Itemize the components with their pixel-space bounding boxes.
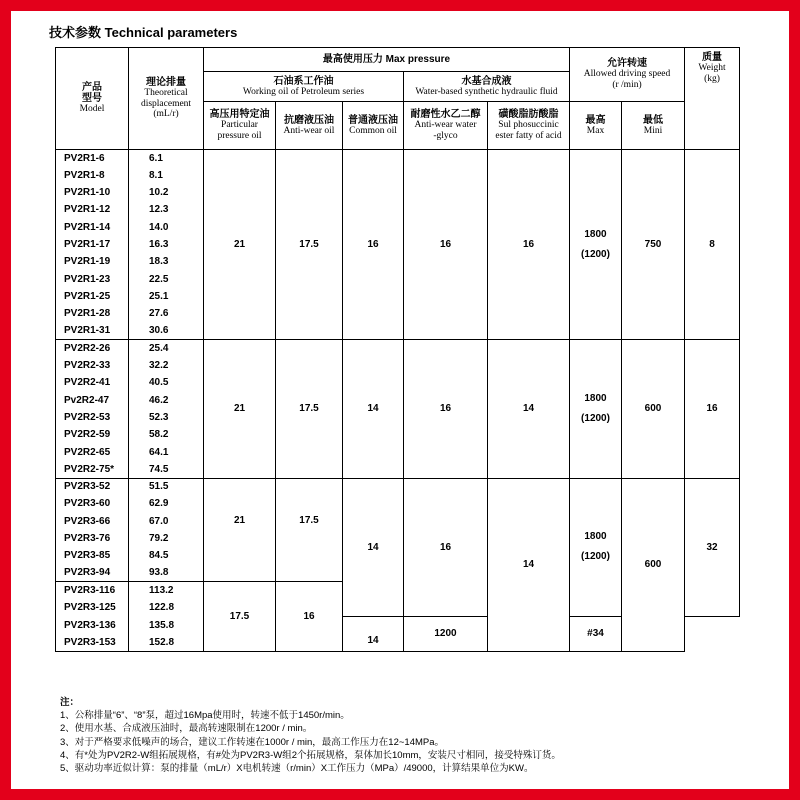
model-cell: PV2R2-41 xyxy=(56,374,129,391)
r3-common-oil: 14 xyxy=(343,478,404,616)
model-cell: PV2R1-12 xyxy=(56,201,129,218)
notes xyxy=(60,696,561,775)
displacement-cell: 30.6 xyxy=(129,322,204,339)
r2-speed-max xyxy=(570,340,622,478)
displacement-cell: 93.8 xyxy=(129,565,204,582)
displacement-cell: 32.2 xyxy=(129,357,204,374)
displacement-cell: 51.5 xyxy=(129,478,204,495)
speed-max-value-line: (1200) xyxy=(581,412,610,424)
r1-glyco: 16 xyxy=(404,150,488,340)
displacement-cell: 64.1 xyxy=(129,444,204,461)
r3-antiwear-oil-b: 16 xyxy=(276,582,343,651)
note-line: 5、驱动功率近似计算：泵的排量（mL/r）X电机转速（r/min）X工作压力（MPa）/49000，计算结果单位为KW。 xyxy=(60,763,534,775)
displacement-cell: 18.3 xyxy=(129,253,204,270)
displacement-cell: 25.1 xyxy=(129,288,204,305)
displacement-cell: 16.3 xyxy=(129,236,204,253)
table-row xyxy=(56,478,740,495)
r3-glyco-a: 16 xyxy=(404,478,488,616)
displacement-cell: 27.6 xyxy=(129,305,204,322)
header-antiwear-oil: 抗磨液压油 Anti-wear oil xyxy=(276,102,343,150)
displacement-cell: 122.8 xyxy=(129,599,204,616)
r2-speed-min: 600 xyxy=(622,340,685,478)
displacement-cell: 113.2 xyxy=(129,582,204,599)
displacement-cell: 6.1 xyxy=(129,150,204,167)
note-line: 4、有*处为PV2R2-W组拓展规格，有#处为PV2R3-W组2个拓展规格，泵体加长10mm，安装尺寸相同，接受特殊订货。 xyxy=(60,749,561,761)
r3-weight-a: 32 xyxy=(685,478,740,616)
r1-special-oil: 21 xyxy=(204,150,276,340)
header-model: 产品 型号 Model xyxy=(56,48,129,150)
r2-glyco: 16 xyxy=(404,340,488,478)
model-cell: Pv2R2-47 xyxy=(56,392,129,409)
note-line: 1、公称排量“6”、“8”泵，超过16Mpa使用时，转速不低于1450r/min。 xyxy=(60,710,350,722)
r2-weight: 16 xyxy=(685,340,740,478)
model-cell: PV2R3-76 xyxy=(56,530,129,547)
speed-max-value-line: (1200) xyxy=(581,248,610,260)
model-cell: PV2R2-26 xyxy=(56,340,129,357)
r3-glyco-b: 14 xyxy=(343,617,404,652)
displacement-cell: 67.0 xyxy=(129,513,204,530)
displacement-cell: 12.3 xyxy=(129,201,204,218)
r1-antiwear-oil: 17.5 xyxy=(276,150,343,340)
model-cell: PV2R1-25 xyxy=(56,288,129,305)
speed-max-value-line: 1800 xyxy=(584,228,607,240)
model-cell: PV2R2-33 xyxy=(56,357,129,374)
r2-phosphate: 14 xyxy=(488,340,570,478)
header-speed-max: 最高 Max xyxy=(570,102,622,150)
model-cell: PV2R2-65 xyxy=(56,444,129,461)
r1-weight: 8 xyxy=(685,150,740,340)
page-title: 技术参数 Technical parameters xyxy=(49,25,238,40)
model-cell: PV2R1-6 xyxy=(56,150,129,167)
header-petroleum: 石油系工作油 Working oil of Petroleum series xyxy=(204,72,404,102)
r3-special-oil-a: 21 xyxy=(204,478,276,582)
model-cell: PV2R1-19 xyxy=(56,253,129,270)
r3-speed-max-b: 1200 xyxy=(404,617,488,652)
notes-heading: 注： xyxy=(60,697,80,708)
displacement-cell: 152.8 xyxy=(129,634,204,651)
model-cell: PV2R3-125 xyxy=(56,599,129,616)
speed-max-value-line: 1800 xyxy=(584,392,607,404)
displacement-cell: 8.1 xyxy=(129,167,204,184)
header-max-pressure: 最高使用压力 Max pressure xyxy=(204,48,570,72)
r3-speed-min: 600 xyxy=(622,478,685,651)
header-glyco: 耐磨性水乙二醇 Anti-wear water -glyco xyxy=(404,102,488,150)
header-phosphate: 磺酸脂肪酸脂 Sul phosuccinic ester fatty of acid xyxy=(488,102,570,150)
note-line: 2、使用水基、合成液压油时，最高转速限制在1200r / min。 xyxy=(60,723,313,735)
displacement-cell: 22.5 xyxy=(129,271,204,288)
displacement-cell: 14.0 xyxy=(129,219,204,236)
model-cell: PV2R1-10 xyxy=(56,184,129,201)
note-line: 3、对于严格要求低噪声的场合，建议工作转速在1000r / min，最高工作压力在12~14MPa。 xyxy=(60,736,445,748)
header-speed-min: 最低 Mini xyxy=(622,102,685,150)
model-cell: PV2R1-28 xyxy=(56,305,129,322)
model-cell: PV2R1-14 xyxy=(56,219,129,236)
table-row xyxy=(56,150,740,167)
displacement-cell: 74.5 xyxy=(129,461,204,478)
model-cell: PV2R3-52 xyxy=(56,478,129,495)
model-cell: PV2R3-94 xyxy=(56,565,129,582)
r2-common-oil: 14 xyxy=(343,340,404,478)
model-cell: PV2R3-85 xyxy=(56,547,129,564)
table-row xyxy=(56,340,740,357)
model-cell: PV2R3-136 xyxy=(56,617,129,634)
r3-phosphate: 14 xyxy=(488,478,570,651)
speed-max-value-line: (1200) xyxy=(581,551,610,563)
model-cell: PV2R1-8 xyxy=(56,167,129,184)
displacement-cell: 135.8 xyxy=(129,617,204,634)
displacement-cell: 62.9 xyxy=(129,495,204,512)
header-weight: 质量 Weight (kg) xyxy=(685,48,740,150)
model-cell: PV2R1-23 xyxy=(56,271,129,288)
header-special-oil: 高压用特定油 Particular pressure oil xyxy=(204,102,276,150)
r1-speed-min: 750 xyxy=(622,150,685,340)
displacement-cell: 40.5 xyxy=(129,374,204,391)
r3-weight-b: #34 xyxy=(570,617,622,652)
r3-antiwear-oil-a: 17.5 xyxy=(276,478,343,582)
displacement-cell: 25.4 xyxy=(129,340,204,357)
parameters-table xyxy=(55,47,740,652)
model-cell: PV2R3-153 xyxy=(56,634,129,651)
displacement-cell: 79.2 xyxy=(129,530,204,547)
header-water-based: 水基合成液 Water-based synthetic hydraulic fluid xyxy=(404,72,570,102)
r1-phosphate: 16 xyxy=(488,150,570,340)
displacement-cell: 46.2 xyxy=(129,392,204,409)
r2-special-oil: 21 xyxy=(204,340,276,478)
r2-antiwear-oil: 17.5 xyxy=(276,340,343,478)
model-cell: PV2R2-59 xyxy=(56,426,129,443)
header-common-oil: 普通液压油 Common oil xyxy=(343,102,404,150)
header-displacement: 理论排量 Theoretical displacement (mL/r) xyxy=(129,48,204,150)
model-cell: PV2R3-116 xyxy=(56,582,129,599)
r1-speed-max xyxy=(570,150,622,340)
speed-max-value-line: 1800 xyxy=(584,531,607,543)
r3-special-oil-b: 17.5 xyxy=(204,582,276,651)
model-cell: PV2R2-53 xyxy=(56,409,129,426)
model-cell: PV2R1-17 xyxy=(56,236,129,253)
displacement-cell: 10.2 xyxy=(129,184,204,201)
model-cell: PV2R2-75* xyxy=(56,461,129,478)
model-cell: PV2R1-31 xyxy=(56,322,129,339)
displacement-cell: 52.3 xyxy=(129,409,204,426)
header-speed: 允许转速 Allowed driving speed (r /min) xyxy=(570,48,685,102)
r1-common-oil: 16 xyxy=(343,150,404,340)
r3-speed-max xyxy=(570,478,622,616)
displacement-cell: 84.5 xyxy=(129,547,204,564)
model-cell: PV2R3-60 xyxy=(56,495,129,512)
displacement-cell: 58.2 xyxy=(129,426,204,443)
model-cell: PV2R3-66 xyxy=(56,513,129,530)
